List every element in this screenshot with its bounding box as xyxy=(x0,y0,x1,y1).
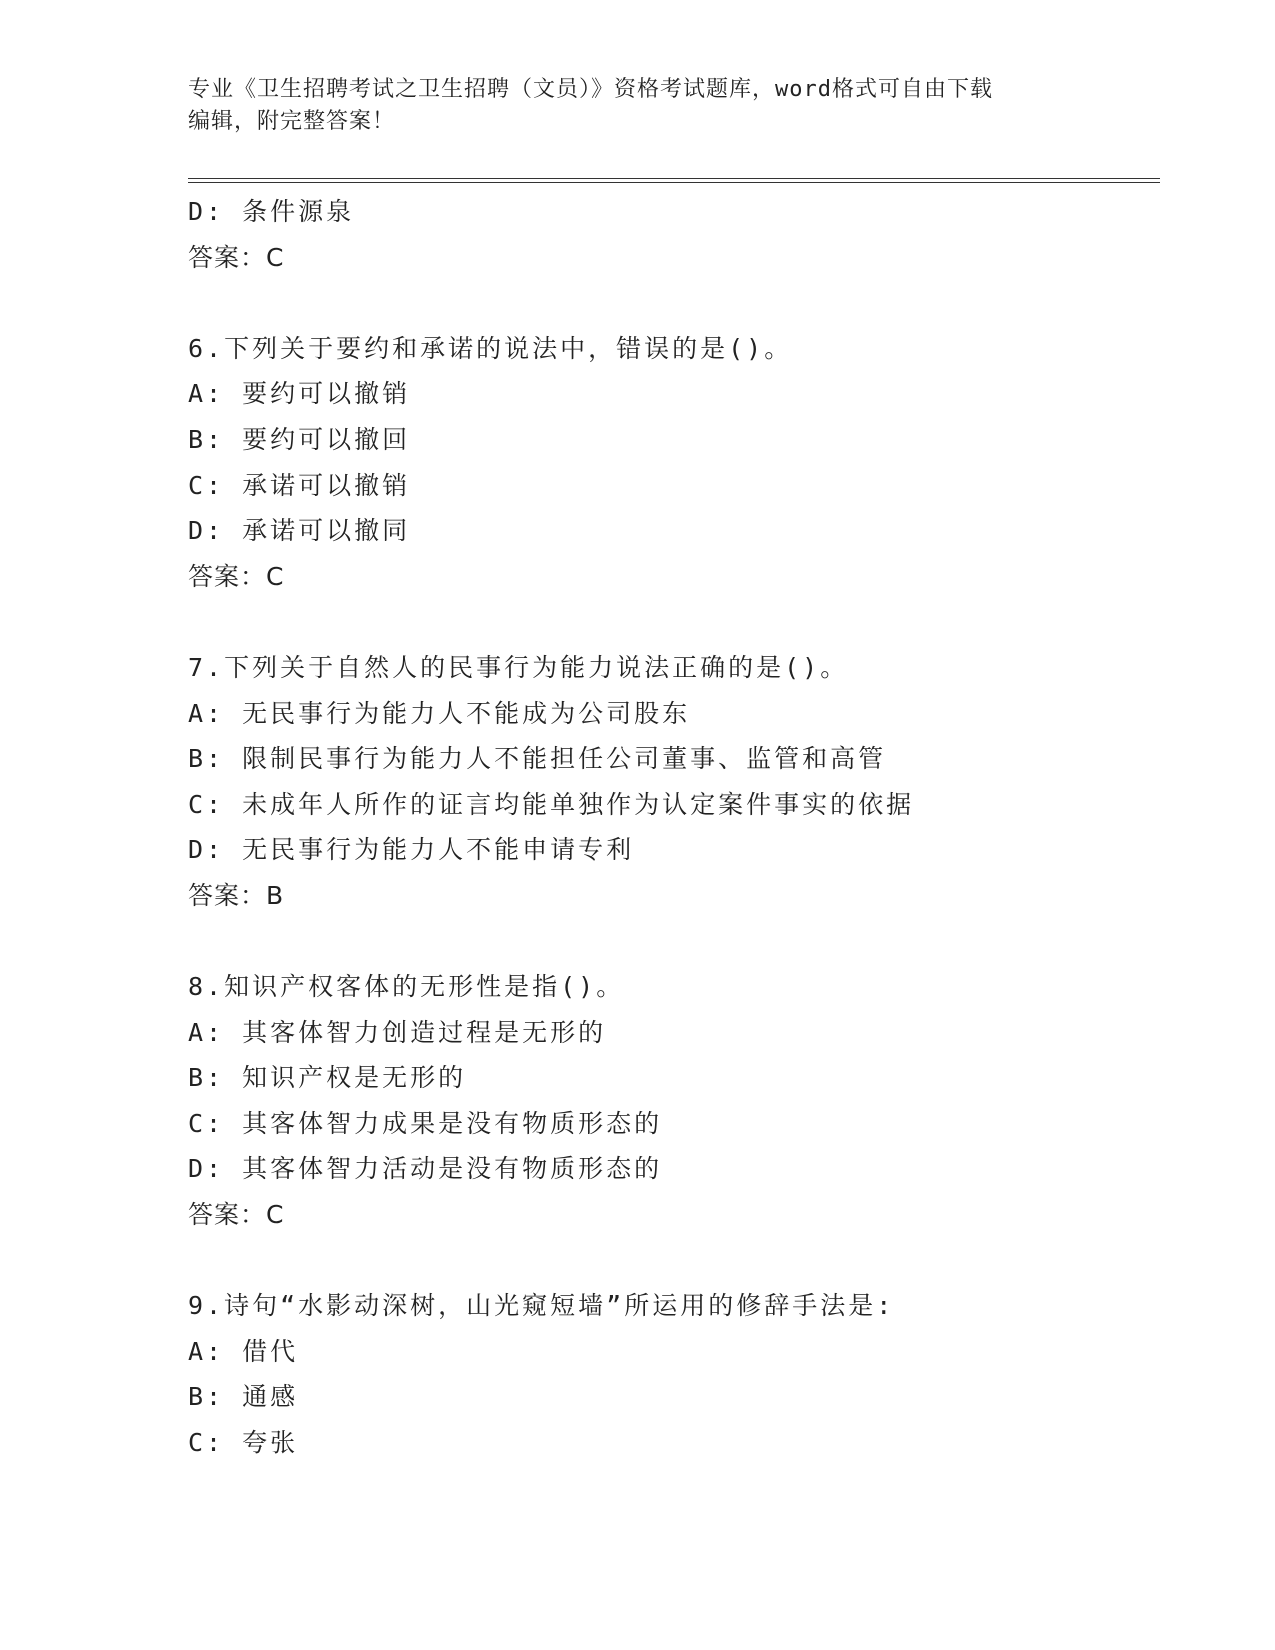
spacer xyxy=(188,604,1148,650)
q7-option-a: A: 无民事行为能力人不能成为公司股东 xyxy=(188,698,691,728)
q8-question: 8.知识产权客体的无形性是指()。 xyxy=(188,972,625,1002)
q7-option-c: C: 未成年人所作的证言均能单独作为认定案件事实的依据 xyxy=(188,789,915,819)
spacer xyxy=(188,924,1148,970)
q7-answer: 答案：B xyxy=(188,880,285,910)
q6-option-c: C: 承诺可以撤销 xyxy=(188,470,411,500)
q5-answer: 答案：C xyxy=(188,242,285,272)
header-divider-top xyxy=(188,178,1160,179)
spacer xyxy=(188,1243,1148,1289)
q6-question: 6.下列关于要约和承诺的说法中，错误的是()。 xyxy=(188,333,793,363)
q9-question: 9.诗句“水影动深树，山光窥短墙”所运用的修辞手法是: xyxy=(188,1291,895,1321)
q7-option-b: B: 限制民事行为能力人不能担任公司董事、监管和高管 xyxy=(188,744,887,774)
q8-option-c: C: 其客体智力成果是没有物质形态的 xyxy=(188,1108,663,1138)
q7-option-d: D: 无民事行为能力人不能申请专利 xyxy=(188,835,635,865)
q9-option-a: A: 借代 xyxy=(188,1336,299,1366)
q6-option-d: D: 承诺可以撤同 xyxy=(188,516,411,546)
q6-answer: 答案：C xyxy=(188,561,285,591)
q6-option-a: A: 要约可以撤销 xyxy=(188,379,411,409)
header-divider-bottom xyxy=(188,182,1160,183)
header-line-2: 编辑，附完整答案！ xyxy=(188,109,396,134)
question-list xyxy=(188,194,1148,1471)
q8-option-d: D: 其客体智力活动是没有物质形态的 xyxy=(188,1154,663,1184)
spacer xyxy=(188,285,1148,331)
q8-answer: 答案：C xyxy=(188,1200,285,1230)
q5-option-d: D: 条件源泉 xyxy=(188,197,355,226)
q6-option-b: B: 要约可以撤回 xyxy=(188,424,411,454)
document-header xyxy=(188,74,1108,138)
q8-option-a: A: 其客体智力创造过程是无形的 xyxy=(188,1017,607,1047)
q9-option-c: C: 夸张 xyxy=(188,1428,299,1458)
q8-option-b: B: 知识产权是无形的 xyxy=(188,1063,467,1093)
header-line-1: 专业《卫生招聘考试之卫生招聘（文员）》资格考试题库，word格式可自由下载 xyxy=(188,77,993,102)
q7-question: 7.下列关于自然人的民事行为能力说法正确的是()。 xyxy=(188,652,849,682)
q9-option-b: B: 通感 xyxy=(188,1382,299,1412)
